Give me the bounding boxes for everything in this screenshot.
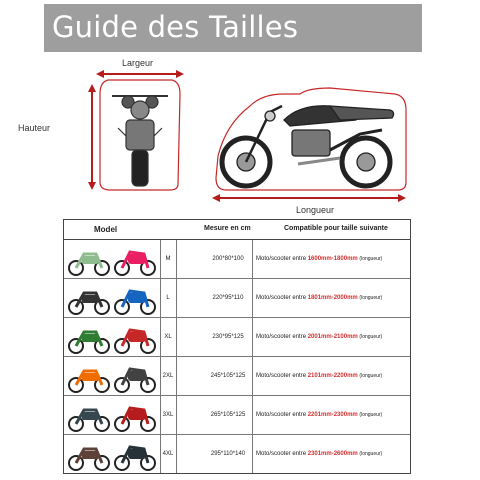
- length-unit: (longueur): [359, 451, 383, 457]
- compat-prefix: Moto/scooter entre: [256, 412, 307, 418]
- size-code: 4XL: [162, 451, 174, 457]
- size-code: 3XL: [162, 412, 174, 418]
- motorcycle-icon: [115, 447, 155, 470]
- compatibility-text: [256, 256, 382, 262]
- compatibility-text: [256, 373, 382, 379]
- table-row: [64, 318, 410, 357]
- compat-prefix: Moto/scooter entre: [256, 373, 307, 379]
- length-unit: (longueur): [359, 373, 383, 379]
- motorcycle-front-icon: [112, 96, 168, 186]
- motorcycle-icon: [115, 252, 155, 275]
- table-header: [64, 220, 410, 240]
- page-title: Guide des Tailles: [52, 10, 299, 44]
- size-dimensions: 295*110*140: [210, 451, 246, 457]
- model-thumbnail-icon: [66, 359, 158, 394]
- compat-prefix: Moto/scooter entre: [256, 451, 307, 457]
- table-row: [64, 240, 410, 279]
- length-range: 1600mm-1800mm: [307, 256, 358, 262]
- compat-prefix: Moto/scooter entre: [256, 295, 307, 301]
- compatibility-text: [256, 334, 382, 340]
- model-thumbnail-icon: [66, 281, 158, 316]
- length-unit: (longueur): [359, 412, 383, 418]
- width-arrow: [96, 70, 184, 78]
- size-code: 2XL: [162, 373, 174, 379]
- table-row: [64, 357, 410, 396]
- compat-prefix: Moto/scooter entre: [256, 256, 307, 262]
- motorcycle-icon: [69, 332, 109, 353]
- length-unit: (longueur): [359, 295, 383, 301]
- header-compatibility: Compatible pour taille suivante: [284, 225, 388, 232]
- model-thumbnail-icon: [66, 398, 158, 433]
- motorcycle-icon: [69, 254, 109, 275]
- length-unit: (longueur): [359, 256, 383, 262]
- compat-prefix: Moto/scooter entre: [256, 334, 307, 340]
- size-dimensions: 220*95*110: [212, 295, 244, 301]
- dimension-arrows: [0, 54, 480, 218]
- size-table: [63, 219, 411, 474]
- size-dimensions: 230*95*125: [212, 334, 244, 340]
- model-thumbnail-icon: [66, 242, 158, 277]
- height-arrow: [88, 84, 96, 190]
- model-thumbnail-icon: [66, 437, 158, 472]
- length-range: 2101mm-2200mm: [307, 373, 358, 379]
- model-thumbnail-icon: [66, 320, 158, 355]
- compatibility-text: [256, 295, 382, 301]
- motorcycle-icon: [69, 449, 109, 470]
- motorcycle-icon: [69, 371, 109, 392]
- size-code: L: [166, 295, 170, 301]
- motorcycle-side-icon: [222, 106, 394, 186]
- motorcycle-icon: [115, 330, 155, 353]
- width-label: Largeur: [122, 58, 154, 68]
- header-dimensions: Mesure en cm: [204, 225, 251, 232]
- height-label: Hauteur: [18, 123, 51, 133]
- length-unit: (longueur): [359, 334, 383, 340]
- length-range: 2301mm-2600mm: [307, 451, 358, 457]
- length-label: Longueur: [296, 205, 335, 215]
- size-dimensions: 265*105*125: [210, 412, 246, 418]
- table-row: [64, 435, 410, 474]
- motorcycle-icon: [69, 410, 109, 431]
- motorcycle-icon: [69, 293, 109, 314]
- length-range: 1801mm-2000mm: [307, 295, 358, 301]
- motorcycle-icon: [115, 369, 155, 392]
- length-range: 2201mm-2300mm: [307, 412, 358, 418]
- motorcycle-icon: [115, 291, 155, 314]
- table-row: [64, 279, 410, 318]
- dimension-diagram: [0, 54, 480, 218]
- size-dimensions: 245*105*125: [210, 373, 246, 379]
- size-code: XL: [164, 334, 172, 340]
- size-code: M: [165, 256, 171, 262]
- motorcycle-icon: [115, 408, 155, 431]
- length-arrow: [212, 194, 406, 202]
- size-dimensions: 200*80*100: [212, 256, 244, 262]
- compatibility-text: [256, 451, 382, 457]
- title-banner: [44, 4, 422, 52]
- header-model: Model: [94, 225, 118, 234]
- length-range: 2001mm-2100mm: [307, 334, 358, 340]
- table-row: [64, 396, 410, 435]
- compatibility-text: [256, 412, 382, 418]
